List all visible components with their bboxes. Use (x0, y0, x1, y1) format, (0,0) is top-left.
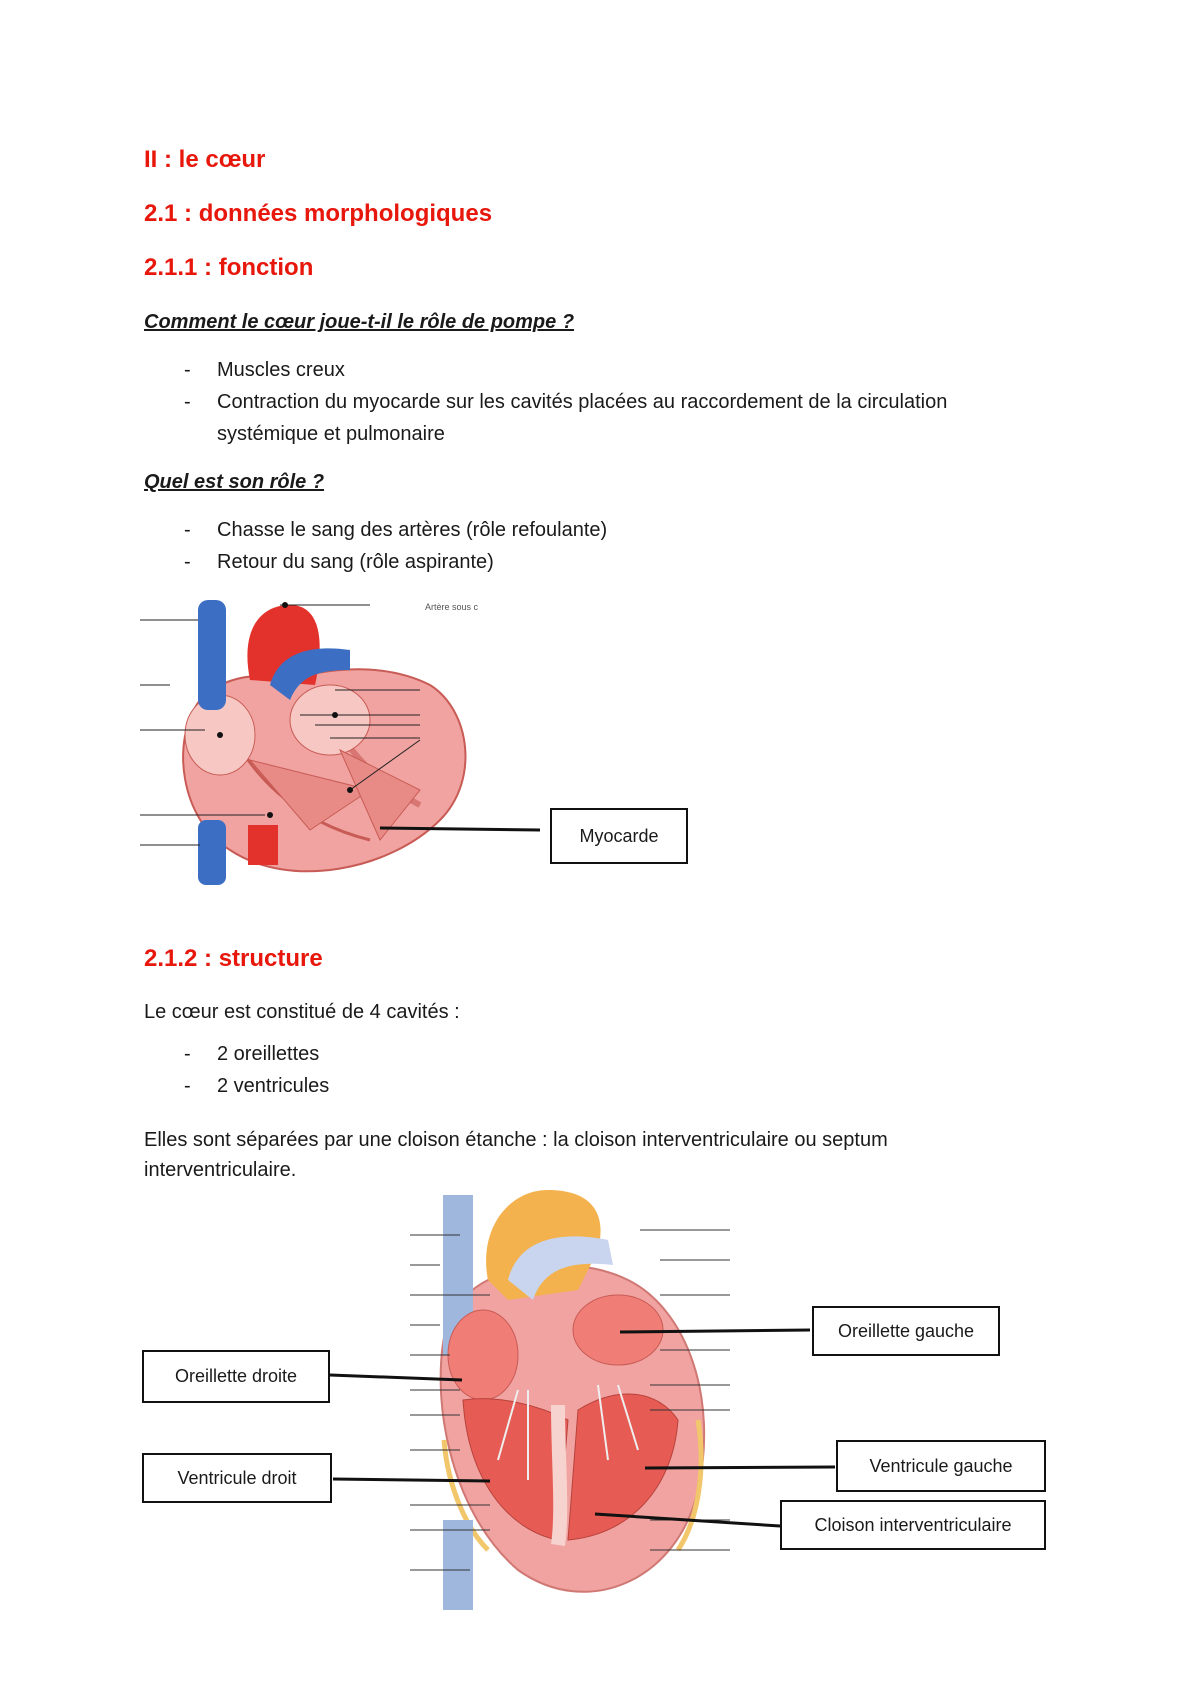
list-item: - 2 ventricules (144, 1070, 1044, 1102)
label-oreillette-droite: Oreillette droite (142, 1350, 330, 1403)
list-item: - Chasse le sang des artères (rôle refoulante) (144, 514, 1044, 546)
label-ventricule-gauche: Ventricule gauche (836, 1440, 1046, 1492)
list-item: - Contraction du myocarde sur les cavités placées au raccordement de la circulation systémique et pulmonaire (144, 386, 1044, 450)
list-item: - Muscles creux (144, 354, 1044, 386)
diagram1-top-label: Artère sous c (425, 602, 479, 612)
list-item: - 2 oreillettes (144, 1038, 1044, 1070)
chambers-list (144, 1038, 1044, 1102)
label-oreillette-gauche: Oreillette gauche (812, 1306, 1000, 1356)
role-list (144, 514, 1044, 578)
question-pump: Comment le cœur joue-t-il le rôle de pompe ? (144, 311, 575, 333)
diagram2-leader-lines (400, 1220, 750, 1640)
label-ventricule-droit: Ventricule droit (142, 1453, 332, 1503)
pump-list (144, 354, 1044, 450)
structure-intro: Le cœur est constitué de 4 cavités : (144, 1001, 460, 1023)
label-cloison-interventriculaire: Cloison interventriculaire (780, 1500, 1046, 1550)
question-role: Quel est son rôle ? (144, 471, 325, 493)
fonction-title: 2.1.1 : fonction (144, 254, 314, 281)
myocarde-label: Myocarde (550, 808, 688, 864)
section-subtitle: 2.1 : données morphologiques (144, 200, 493, 227)
list-item: - Retour du sang (rôle aspirante) (144, 546, 1044, 578)
structure-title: 2.1.2 : structure (144, 945, 323, 972)
section-title: II : le cœur (144, 146, 266, 173)
septum-paragraph: Elles sont séparées par une cloison étanche : la cloison interventriculaire ou septum interventriculaire. (144, 1129, 888, 1181)
